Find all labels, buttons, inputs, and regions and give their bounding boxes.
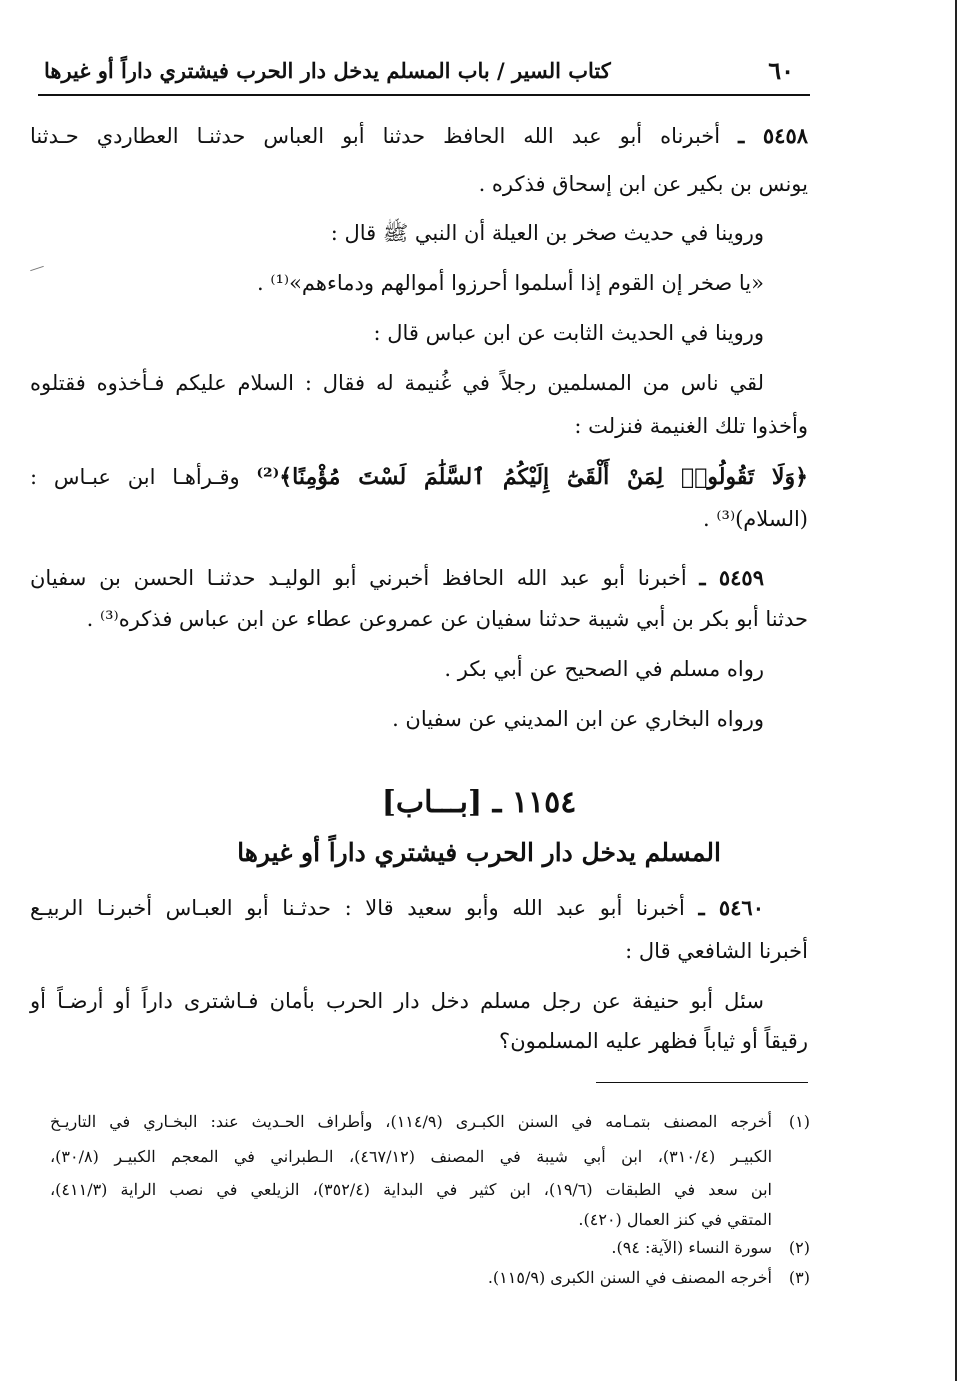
hadith-5458-line-2: يونس بن بكير عن ابن إسحاق فذكره . xyxy=(478,172,808,196)
hadith-text: أخبرنا أبو عبد الله وأبو سعيد قالا : حدثـنا أبو العبـاس أخبرنـا الربيـع xyxy=(30,896,685,920)
hadith-5460-line-2: أخبرنا الشافعي قال : xyxy=(625,939,808,963)
footnote-line: المتقي في كنز العمال (٤٢٠). xyxy=(578,1210,772,1229)
hadith-number: ٥٤٥٩ ـ xyxy=(699,565,764,590)
footnote-marker: (٣) xyxy=(788,1268,810,1287)
quran-verse: ﴿وَلَا تَقُولُوا۟ لِمَنْ أَلْقَىٰٓ إِلَيْكُمُ ٱلسَّلَٰمَ لَسْتَ مُؤْمِنًا﴾⁽²⁾ xyxy=(256,464,808,490)
footnote-marker: (٢) xyxy=(788,1238,810,1257)
footnote-line: الكبيـر (٣١٠/٤)، ابن أبي شيبة في المصنف (٤٦٧/١٢)، الـطبراني في المعجم الكبيـر (٣٠/٨)، xyxy=(50,1147,773,1166)
riwaya-ibn-abbas: وروينا في الحديث الثابت عن ابن عباس قال : xyxy=(373,321,764,345)
footnote-marker: (١) xyxy=(788,1112,810,1131)
bukhari-note: ورواه البخاري عن ابن المديني عن سفيان . xyxy=(392,707,764,731)
prophetic-quote: «يا صخر إن القوم إذا أسلموا أحرزوا أموالهم ودماءهم»⁽¹⁾ . xyxy=(256,271,764,295)
footnote-line: أخرجه المصنف في السنن الكبرى (١١٥/٩). xyxy=(487,1268,772,1287)
question-line-2: رقيقاً أو ثياباً فظهر عليه المسلمون؟ xyxy=(499,1029,808,1053)
hadith-text: أخبرناه أبو عبد الله الحافظ حدثنا أبو العباس حدثنـا العطاردي حـدثنا xyxy=(30,124,721,148)
ayah-line-2: (السلام)⁽³⁾ . xyxy=(703,507,808,531)
story-line-2: وأخذوا تلك الغنيمة فنزلت : xyxy=(574,414,808,438)
page-number: ٦٠ xyxy=(768,56,794,85)
ayah-line xyxy=(30,465,808,489)
page-edge xyxy=(955,0,957,1381)
footnote-line: ابن سعد في الطبقات (١٩/٦)، ابن كثير في البداية (٣٥٢/٤)، الزيلعي في نصب الراية (٤١١/٣)، xyxy=(50,1180,772,1199)
story-line-1: لقي ناس من المسلمين رجلاً في غُنيمة له فقال : السلام عليكم فـأخذوه فقتلوه xyxy=(30,371,764,395)
running-title: كتاب السير / باب المسلم يدخل دار الحرب فيشتري داراً أو غيرها xyxy=(44,58,611,83)
riwaya-sakhr: وروينا في حديث صخر بن العيلة أن النبي ﷺ قال : xyxy=(330,221,764,245)
hadith-5458-line-1 xyxy=(30,124,808,148)
muslim-note: رواه مسلم في الصحيح عن أبي بكر . xyxy=(444,657,764,681)
running-header xyxy=(38,52,810,96)
ayah-after: وقـرأهـا ابن عبـاس : xyxy=(30,465,240,489)
hadith-5460-line-1 xyxy=(30,896,764,920)
chapter-number: ١١٥٤ ـ [بـــاب] xyxy=(381,785,577,820)
footnote-line: أخرجه المصنف بتمـامه في السنن الكبـرى (١١٤/٩)، وأطراف الحـديث عند: البخـاري في التاريـخ xyxy=(50,1112,772,1131)
hadith-text: أخبرنا أبو عبد الله الحافظ أخبرني أبو الوليـد حدثنـا الحسن بن سفيان xyxy=(30,566,687,590)
hadith-number: ٥٤٦٠ ـ xyxy=(698,895,764,920)
margin-mark xyxy=(30,266,44,271)
hadith-5459-line-1 xyxy=(30,566,764,590)
hadith-5459-line-2: حدثنا أبو بكر بن أبي شيبة حدثنا سفيان عن عمروعن عطاء عن ابن عباس فذكره⁽³⁾ . xyxy=(86,607,808,631)
hadith-number: ٥٤٥٨ ـ xyxy=(738,123,809,148)
question-line-1: سئل أبو حنيفة عن رجل مسلم دخل دار الحرب بأمان فـاشترى داراً أو أرضـاً أو xyxy=(30,989,764,1013)
footnote-separator xyxy=(596,1082,808,1083)
footnote-line: سورة النساء (الآية: ٩٤). xyxy=(611,1238,772,1257)
chapter-title: المسلم يدخل دار الحرب فيشتري داراً أو غيرها xyxy=(237,838,721,867)
